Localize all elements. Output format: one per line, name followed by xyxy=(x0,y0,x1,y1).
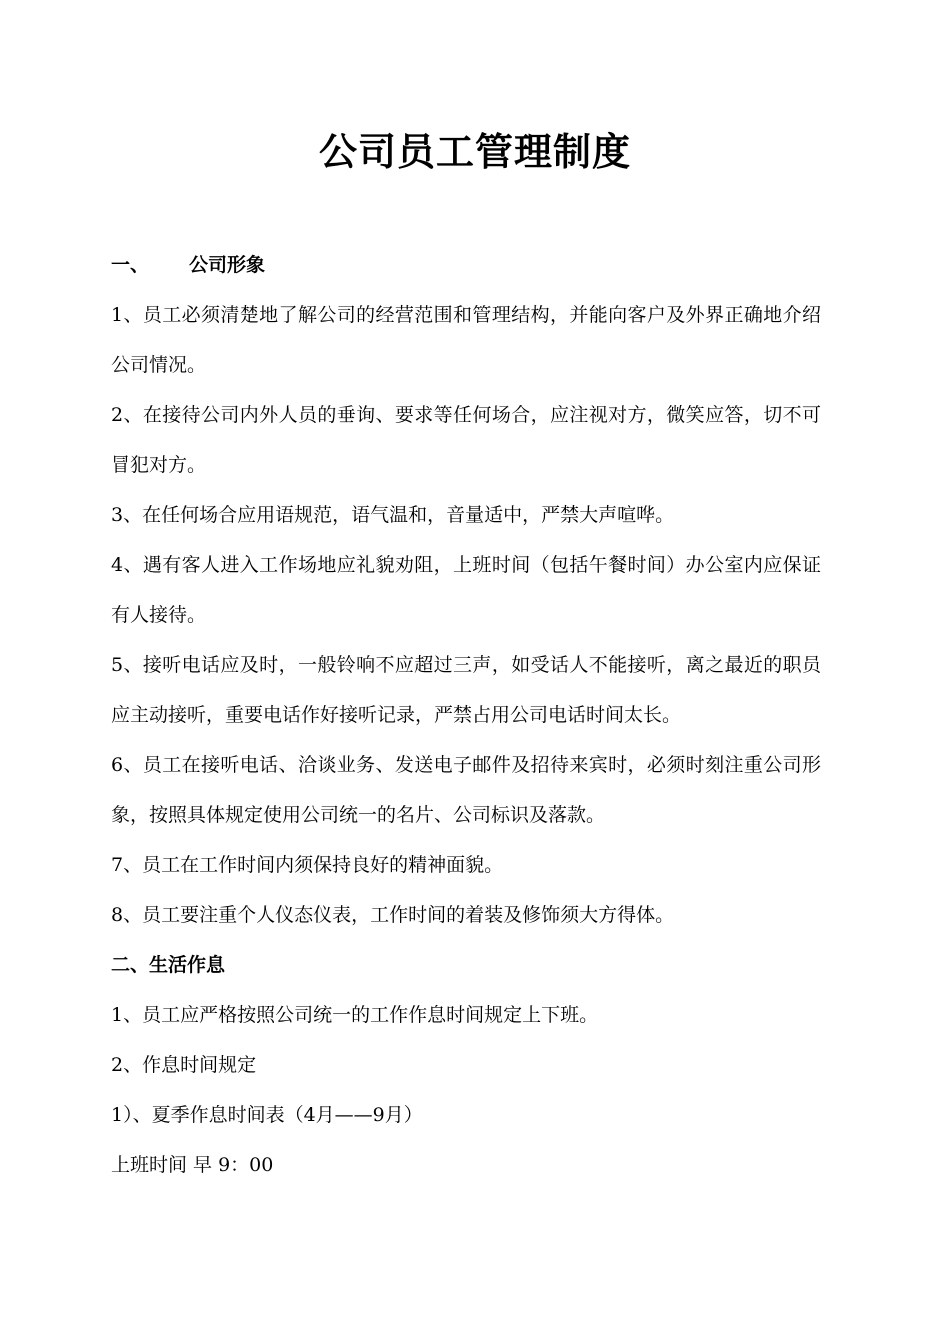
paragraph-1-5: 5、接听电话应及时，一般铃响不应超过三声，如受话人不能接听，离之最近的职员应主动接听，重要电话作好接听记录，严禁占用公司电话时间太长。 xyxy=(111,654,821,726)
section-number-1: 一、 xyxy=(111,254,150,276)
paragraph-1-1: 1、员工必须清楚地了解公司的经营范围和管理结构，并能向客户及外界正确地介绍公司情况。 xyxy=(111,304,821,376)
paragraph-2-1: 1、员工应严格按照公司统一的工作作息时间规定上下班。 xyxy=(111,1004,599,1026)
paragraph-1-2: 2、在接待公司内外人员的垂询、要求等任何场合，应注视对方，微笑应答，切不可冒犯对方。 xyxy=(111,404,821,476)
section-title-1: 公司形象 xyxy=(189,254,266,276)
section-heading-2: 二、生活作息 xyxy=(111,954,226,976)
paragraph-1-8: 8、员工要注重个人仪态仪表，工作时间的着装及修饰须大方得体。 xyxy=(111,904,675,926)
paragraph-2-2: 2、作息时间规定 xyxy=(111,1054,257,1076)
document-body xyxy=(111,240,821,1190)
paragraph-1-4: 4、遇有客人进入工作场地应礼貌劝阻，上班时间（包括午餐时间）办公室内应保证有人接待。 xyxy=(111,554,821,626)
paragraph-2-4: 上班时间 早 9：00 xyxy=(111,1154,274,1176)
document-title: 公司员工管理制度 xyxy=(318,130,631,174)
paragraph-1-7: 7、员工在工作时间内须保持良好的精神面貌。 xyxy=(111,854,504,876)
paragraph-1-3: 3、在任何场合应用语规范，语气温和，音量适中，严禁大声喧哗。 xyxy=(111,504,675,526)
section-heading-1 xyxy=(111,240,821,290)
paragraph-1-6: 6、员工在接听电话、洽谈业务、发送电子邮件及招待来宾时，必须时刻注重公司形象，按照具体规定使用公司统一的名片、公司标识及落款。 xyxy=(111,754,821,826)
paragraph-2-3: 1）、夏季作息时间表（4月——9月） xyxy=(111,1104,423,1126)
